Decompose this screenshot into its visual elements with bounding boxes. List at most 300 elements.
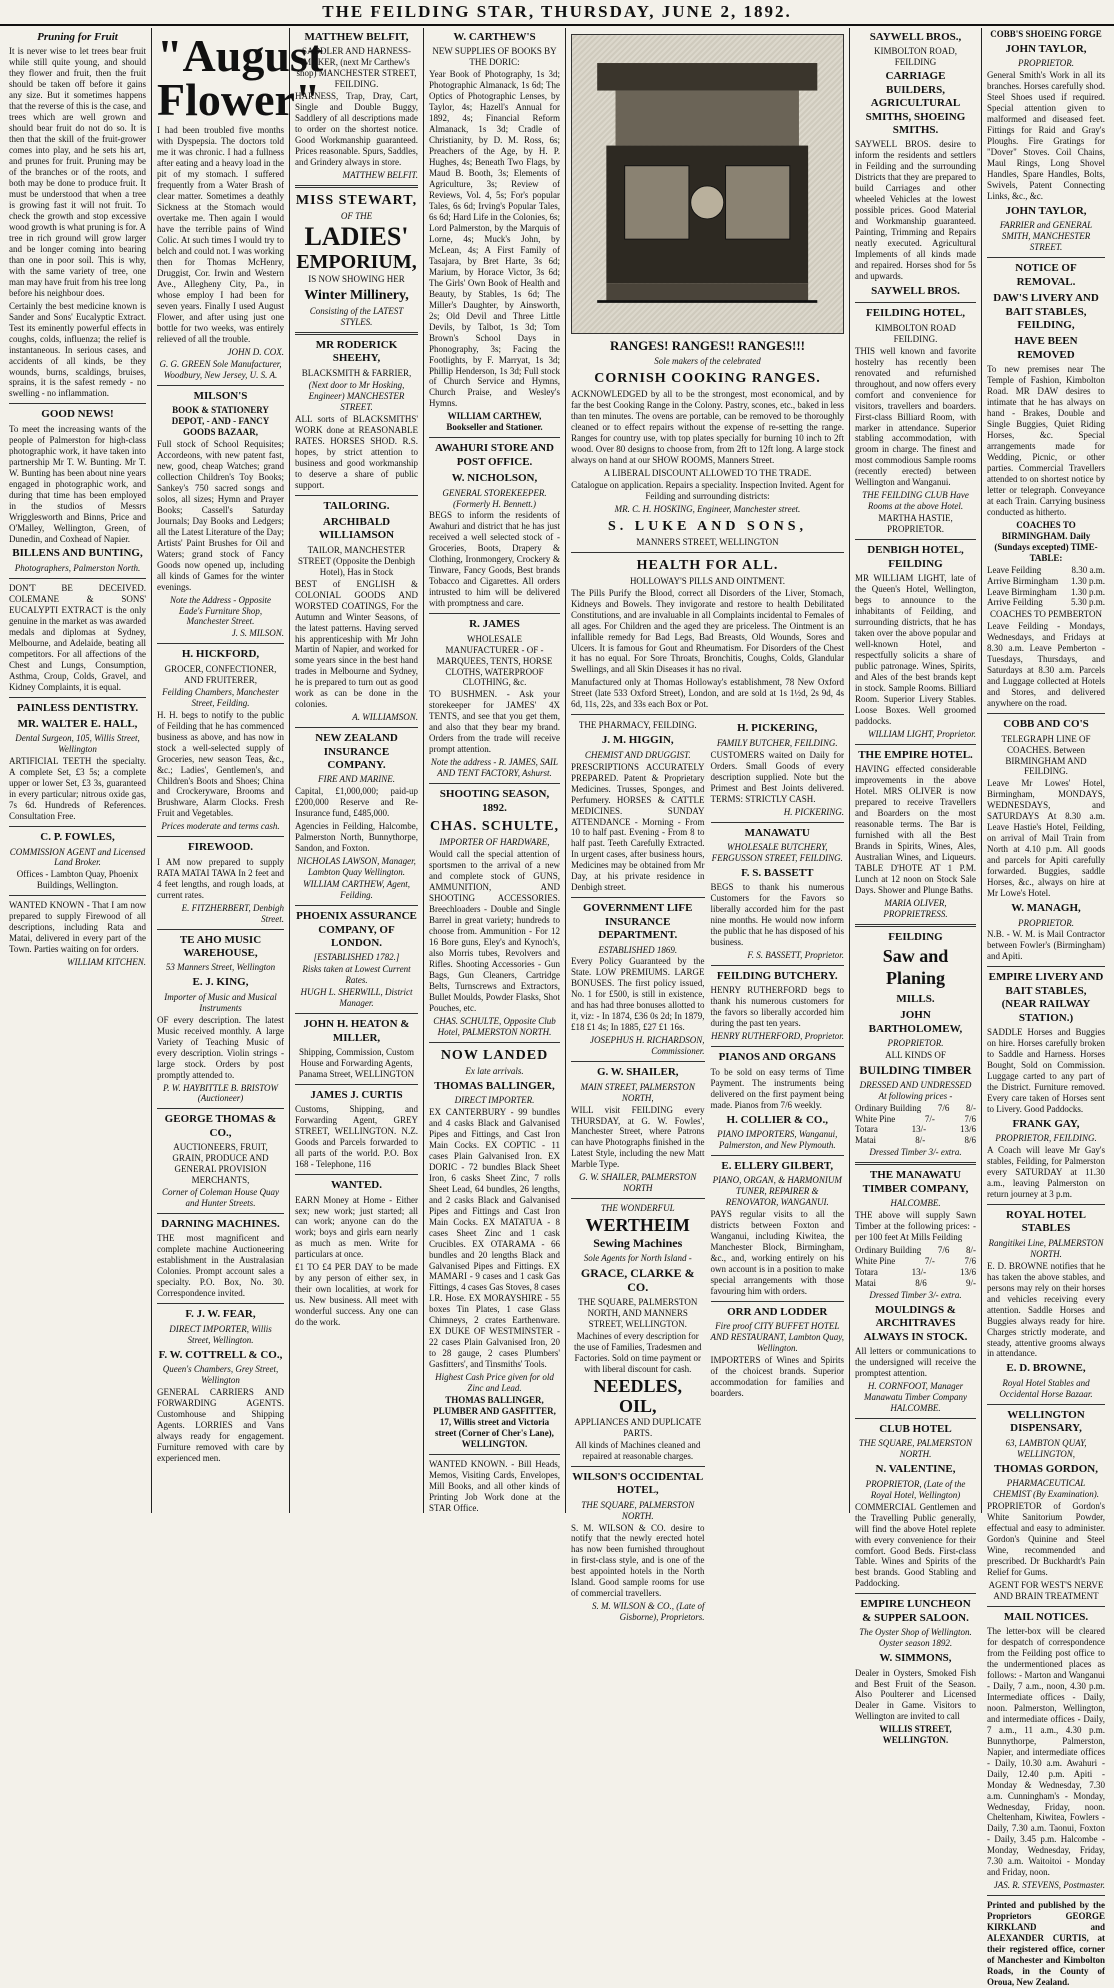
empire-sign: MARIA OLIVER, PROPRIETRESS. — [883, 897, 948, 919]
pickering-title: H. PICKERING, — [737, 722, 818, 735]
managh-body: N.B. - W. M. is Mail Contractor between Fowler's (Birmingham) and Apiti. — [987, 929, 1105, 962]
james-body: TO BUSHMEN. - Ask your storekeeper for JAMES' 4X TENTS, and see that you get them, and also that they bear my brand. Orders from the trade will receive prompt attention. — [429, 689, 560, 755]
good-news-title: GOOD NEWS! — [41, 408, 114, 421]
health-address: Manufactured only at Thomas Holloway's establishment, 78 New Oxford Street (late 533 Oxford Street), London, and are sold at 1s 1½d, 2s 9d, 4s 6d, 11s, 22s, and 33s each Box or Pot. — [571, 677, 844, 710]
bartholomew-price-row — [855, 1103, 976, 1114]
shailer-sub: MAIN STREET, PALMERSTON NORTH, — [580, 1081, 695, 1103]
needles-sub: APPLIANCES AND DUPLICATE PARTS. — [574, 1416, 702, 1438]
williamson-sub: TAILOR, MANCHESTER STREET (Opposite the Denbigh Hotel), Has in Stock — [297, 544, 416, 577]
denbigh-title: DENBIGH HOTEL, FEILDING — [867, 544, 964, 570]
gordon-body: PROPRIETOR of Gordon's White Sanitorium Powder, effectual and easy to administer. Gordon's Quinine and Steel Wine, recommended and prescribed. Dr Buckhardt's Pain Relief for Gums. — [987, 1500, 1105, 1577]
stables-title: EMPIRE LIVERY AND BAIT STABLES, (NEAR RAILWAY STATION.) — [988, 971, 1104, 1024]
needles-body: All kinds of Machines cleaned and repaired at reasonable charges. — [575, 1439, 701, 1461]
saw-town: FEILDING — [888, 930, 943, 943]
coach-time-row — [987, 587, 1105, 598]
ballinger-prices: Highest Cash Price given for old Zinc and Lead. — [435, 1372, 554, 1394]
dentist-body: ARTIFICIAL TEETH the specialty. A complete Set, £3 5s; a complete upper or lower Set, £3 3s, guaranteed in every particular; nitrous oxide gas, 7s 6d. Hundreds of References. Consultation Free. — [9, 756, 146, 822]
mtc-price-row-cell-0: Matai — [855, 1277, 876, 1288]
august-flower-sign: JOHN D. COX. — [227, 346, 284, 357]
gordon-title: THOMAS GORDON, — [994, 1462, 1098, 1475]
shailer-sign: G. W. SHAILER, PALMERSTON NORTH — [579, 1172, 697, 1194]
bartholomew-dressed-timber: Dressed Timber 3/- extra. — [869, 1147, 962, 1158]
bartholomew-sub: PROPRIETOR. — [887, 1038, 944, 1049]
bartholomew-all: ALL KINDS OF — [885, 1050, 946, 1060]
govt-body: Every Policy Guaranteed by the State. LOW PREMIUMS. LARGE BONUSES. The first policy issued, No. 1 for £500, is still in existence, and has had three bonuses allotted to it, viz: - In 1874, £36 0s 2d; In 1879, £18 £1 4s; In 1885, £27 £1 16s. — [571, 956, 705, 1033]
empire-lunch-title: EMPIRE LUNCHEON & SUPPER SALOON. — [860, 1598, 971, 1624]
james-address: Note the address - R. JAMES, SAIL AND TENT FACTORY, Ashurst. — [430, 757, 559, 779]
nz-insurance-sub: FIRE AND MARINE. — [317, 774, 396, 785]
fear-sub: DIRECT IMPORTER, Willis Street, Wellington. — [169, 1323, 272, 1345]
hickford-address: Feilding Chambers, Manchester Street, Feilding. — [162, 686, 279, 708]
feilding-hotel-title: FEILDING HOTEL, — [865, 307, 966, 320]
sheehy-body: ALL sorts of BLACKSMITHS' WORK done at REASONABLE RATES. HORSES SHOD. R.S. hopes, by strict attention to business and good workmanship to deserve a share of public support. — [295, 413, 418, 490]
mouldings-body: All letters or communications to the undersigned will receive the promptest attention. — [855, 1346, 976, 1379]
taylor-sign: JOHN TAYLOR, — [1005, 204, 1087, 217]
simmons-body: Dealer in Oysters, Smoked Fish and Best Fruit of the Season. Also Poulterer and Licensed Dealer in Game. Visitors to Wellington are invited to call — [855, 1667, 976, 1722]
royal-title: ROYAL HOTEL STABLES — [1006, 1208, 1086, 1235]
taylor-body: General Smith's Work in all its branches. Horses carefully shod. Steel Shoes used if required. Special attention given to malformed and diseased feet. Fittings for Raid and Gray's Ploughs. Fire Gratings for "Dover" Stoves. Coil Chains, Maul Rings, Long Shovel Handles, Spare Handles, Bolts, Swivels, Patent Connecting Links, &c., &c. — [987, 70, 1105, 201]
belfit-title: MATTHEW BELFIT, — [304, 31, 409, 43]
carthew-book-list: Year Book of Photography, 1s 3d; Photographic Almanack, 1s 6d; The Optics of Photographic Lenses, by Taylor, 4s; Hazell's Annual for 1892, 4s; Financial Reform Almanack, 1s 3d; Cradle of Christianity, by D. M. Ross, 6s; Preachers of the Age, by H. P. Hughes, 4s; Beneath Two Flags, by Maud B. Booth, 3s; Elements of Agriculture, 3s; Review of Reviews, Vol. 4, 5s; For's popular Tales, 6s 6d; Irving's Popular Tales, 6s 6d; Hard Life in the Colonies, 6s; Lord Palmerston, by the Marquis of Lorne, 4s; Muck's John, by McLean, 4s; A First Family of Tasajara, by Bret Harte, 3s 6d; Marium, by Horace Victor, 3s 6d; The Girls' Own Book of Health and Beauty, by Stables, 1s 6d; The Miller's Daughter, by Ainsworth, 2s; Old Devil and Three Little Devils, by Talbot, 1s 3d; Tom Brown's School Days in Phonography, 3s; Facing the Footlights, by F. Marryat, 1s 3d; Phillip Henderson, 1s 3d; Full stock of Church Service and Hymns, Church Praise, and Wesley's Hymns. — [429, 69, 560, 409]
removal-title: NOTICE OF REMOVAL. — [1015, 262, 1077, 288]
denbigh-body: MR WILLIAM LIGHT, late of the Queen's Hotel, Wellington, begs to announce to the inhabitants of Feilding, and surrounding districts, that he has taken over the above popular and well-known Hotel, and respectfully solicits a share of public patronage. Wines, Spirits, and Ales of the best brands kept in stock. Sample Rooms. Billiard Room. Superior Livery Stables. Loose Boxes. Well groomed paddocks. — [855, 573, 976, 726]
kitchen-signature: WILLIAM KITCHEN. — [66, 957, 146, 968]
manawatu-sub: WHOLESALE BUTCHERY, FERGUSSON STREET, FEILDING. — [711, 841, 843, 863]
mtc-price-row — [855, 1245, 976, 1256]
ranges-body: ACKNOWLEDGED by all to be the strongest, most economical, and by far the best Cooking Range in the Colony. Pastry, scones, etc., baked in less than ten minutes. The ovens are portable, can be removed to be thoroughly cleaned or to effect repairs without the expense of re-setting the range. Ranges for country use, with top plates specially for burning 10 inch to 2ft wood. Over 80 designs to choose from, from 2ft to 12ft long. A large stock always on hand at our SHOW ROOMS, Manners Street. — [571, 388, 844, 465]
managh-sub: PROPRIETOR. — [1017, 917, 1075, 928]
club-hotel-sub: THE SQUARE, PALMERSTON NORTH. — [859, 1438, 972, 1460]
good-news-body: To meet the increasing wants of the people of Palmerston for high-class photographic work, it have taken into partnership Mr T. W. Bunting. Mr T. W. Bunting has been about nine years engaged in photographic work, and during that time has been employed in the studios of Messrs Wrigglesworth and Binns, Price and O'Malley, Wellington, Green, of Dunedin, and Coxhead of Napier. — [9, 423, 146, 544]
ranges-catalogue: Catalogue on application. Repairs a speciality. Inspection Invited. Agent for Feilding and surrounding districts: — [571, 479, 844, 501]
valentine-title: N. VALENTINE, — [875, 1463, 956, 1476]
nz-insurance-body: Agencies in Feilding, Halcombe, Palmerston North, Bunnythorpe, Sandon, and Foxton. — [295, 821, 418, 854]
bartholomew-price-row-cell-1: 8/- — [915, 1135, 926, 1146]
bartholomew-price-row — [855, 1114, 976, 1125]
hickford-prices: Prices moderate and terms cash. — [161, 821, 280, 832]
billens-sub: Photographers, Palmerston North. — [14, 562, 141, 573]
belfit-body: HARNESS, Trap, Dray, Cart, Single and Double Buggy, Saddlery of all descriptions made to order on the shortest notice. Good Workmanship guaranteed. Prices reasonable. Spurs, Saddles, and Grindery always in store. — [295, 91, 418, 168]
milson-body: Full stock of School Requisites; Accordeons, with new patent fast, new, good, cheap Watches; grand collection Children's Toy Books; Sankey's 750 sacred songs and solos, all sizes; Hymn and Prayer Books; Cassell's Saturday Journals; Day Books and Ledgers; all the Latest Literature of the Day; Artists' Paint Brushes for Oil and Waters; grand stock of Fancy Goods now opened up, including all kinds of Games for the winter evenings. — [157, 438, 284, 592]
teaho-sub: 53 Manners Street, Wellington — [165, 962, 276, 973]
mtc-price-row — [855, 1278, 976, 1289]
james-sub: WHOLESALE MANUFACTURER - OF - MARQUEES, TENTS, HORSE CLOTHS, WATERPROOF CLOTHING, &c. — [436, 633, 553, 688]
mtc-dressed: Dressed Timber 3/- extra. — [869, 1289, 962, 1300]
august-flower-body: I had been troubled five months with Dyspepsia. The doctors told me it was chronic. I had a fullness after eating and a heavy load in the pit of my stomach. I suffered frequently from a Water Brash of clear matter. Sometimes a deathly Sickness at the Stomach would overtake me. Then again I would have the terrible pains of Wind Colic. At such times I would try to belch and could not. I was working then for Thomas McHenry, Druggist, Cor. Irwin and Western Ave., Allegheny City, Pa., in whose employ I had been for seven years. Finally I used August Flower, and after using just one bottle for two weeks, was entirely relieved of all the trouble. — [157, 125, 284, 344]
mtc-price-row — [855, 1267, 976, 1278]
bartholomew-title: JOHN BARTHOLOMEW, — [868, 1009, 963, 1035]
saywell-body: SAYWELL BROS. desire to inform the residents and settlers in Feilding and the surrounding Districts that they are prepared to build Carriages and other wheeled Vehicles at the lowest possible prices. Good Material and Workmanship guaranteed. Painting, Trimming and Repairs neatly executed. Agricultural Implements of all kinds made and repaired. Horses shod for 5s and upwards. — [855, 139, 976, 281]
gordon-sub: PHARMACEUTICAL CHEMIST (By Examination). — [992, 1477, 1100, 1499]
cottrell-sub: Queen's Chambers, Grey Street, Wellington — [162, 1364, 279, 1385]
bartholomew-price-row-cell-1: 7/6 — [937, 1102, 950, 1113]
rutherford-title: FEILDING BUTCHERY. — [716, 970, 838, 983]
coach-time-row-cell-1: 5.30 p.m. — [1070, 597, 1105, 608]
sheehy-address: (Next door to Mr Hosking, Engineer) MANCHESTER STREET. — [308, 379, 405, 412]
coach-time-row — [987, 597, 1105, 608]
bartholomew-price-row-cell-0: White Pine — [855, 1113, 896, 1124]
dispensary-address: 63, LAMBTON QUAY, WELLINGTON, — [1005, 1437, 1087, 1459]
coach-time-row-cell-0: Arrive Birmingham — [987, 575, 1059, 586]
sheehy-title: MR RODERICK SHEEHY, — [315, 339, 398, 365]
column-7 — [982, 28, 1110, 1988]
coach-time-row-cell-0: Leave Feilding — [987, 564, 1042, 575]
schulte-sub: IMPORTER OF HARDWARE, — [439, 837, 550, 848]
bartholomew-price-row-cell-1: 7/- — [924, 1113, 935, 1124]
saywell-sign: SAYWELL BROS. — [871, 284, 960, 297]
stewart-title: MISS STEWART, — [295, 193, 418, 209]
wertheim-title: WERTHEIM — [585, 1215, 690, 1236]
mtc-price-row-cell-1: 13/- — [911, 1267, 927, 1277]
carthew-title: W. CARTHEW'S — [453, 31, 536, 43]
gay-title: FRANK GAY, — [1012, 1117, 1080, 1130]
orr-sub: Fire proof CITY BUFFET HOTEL AND RESTAURANT, Lambton Quay, Wellington. — [710, 1321, 844, 1354]
mtc-price-row-cell-0: White Pine — [855, 1256, 896, 1267]
nicholson-sub: GENERAL STOREKEEPER. (Formerly H. Bennett.) — [442, 487, 547, 509]
dentistry-title: PAINLESS DENTISTRY. — [16, 701, 139, 714]
curtis-body: Customs, Shipping, and Forwarding Agent, GREY STREET, WELLINGTON. N.Z. Goods and Parcels forwarded to all parts of the world. P.O. Box 168 - Telephone, 116 — [295, 1104, 418, 1170]
haybittle: P. W. HAYBITTLE B. BRISTOW (Auctioneer) — [162, 1082, 279, 1104]
higgin-advert — [571, 719, 705, 1623]
tailoring-title: TAILORING. — [323, 499, 390, 512]
bartholomew-price-row-cell-0: Totara — [855, 1124, 878, 1135]
darning-body: THE most magnificent and complete machine Auctioneering establishment in the Australasian Colonies. Prompt account sales a specialty. P.O. Box, No. 30. Correspondence invited. — [157, 1233, 284, 1299]
coaches-title: COACHES TO BIRMINGHAM. Daily (Sundays excepted) TIME-TABLE: — [994, 519, 1098, 563]
ranges-name: CORNISH COOKING RANGES. — [594, 370, 821, 386]
shooting-title: SHOOTING SEASON, 1892. — [439, 788, 550, 814]
health-title: HEALTH FOR ALL. — [636, 557, 779, 573]
coach-time-row-cell-1: 1.30 p.m. — [1070, 575, 1105, 586]
higgin-sub: CHEMIST AND DRUGGIST. — [584, 749, 691, 760]
mtc-price-row-cell-1: 7/6 — [937, 1245, 950, 1256]
bassett-title: F. S. BASSETT — [741, 866, 814, 879]
govt-sign: JOSEPHUS H. RICHARDSON, Commissioner. — [590, 1035, 705, 1057]
king-title: E. J. KING, — [192, 976, 249, 989]
thomas-title: GEORGE THOMAS & CO., — [164, 1113, 277, 1139]
cooking-range-icon — [588, 50, 826, 318]
williamson-title: ARCHIBALD WILLIAMSON — [318, 515, 395, 542]
empire-title: THE EMPIRE HOTEL. — [858, 748, 973, 761]
shailer-body: WILL visit FEILDING every THURSDAY, at G. W. Fowles', Manchester Street, where Patrons can have Photographs finished in the Latest Style, including the new Matt Marble Type. — [571, 1104, 705, 1170]
phoenix-established: [ESTABLISHED 1782.] — [313, 952, 400, 963]
browne-body: E. D. BROWNE notifies that he has taken the above stables, and persons may rely on their horses and vehicles receiving every attention. Saddle Horses and Buggies always ready for hire. Charges strictly moderate, and steady, attentive grooms always in attendance. — [987, 1260, 1105, 1359]
coach-time-row-cell-1: 1.30 p.m. — [1070, 586, 1105, 597]
bartholomew-price-row-cell-2: 7/6 — [964, 1113, 976, 1124]
empire-lunch-body: The Oyster Shop of Wellington. Oyster season 1892. — [859, 1627, 972, 1649]
mouldings-title: MOULDINGS & ARCHITRAVES ALWAYS IN STOCK. — [863, 1303, 968, 1343]
royal-sub: Rangitikei Line, PALMERSTON NORTH. — [988, 1237, 1104, 1259]
collier-title: H. COLLIER & CO., — [726, 1113, 828, 1126]
pemberton-body: Leave Feilding - Mondays, Wednesdays, and Fridays at 8.30 a.m. Leave Pemberton - Tuesdays, Thursdays, and Saturdays at 8.30 a.m. Parcels and Luggage collected at Hotels and Stores, and delivered anywhere on the road. — [987, 621, 1105, 709]
pharmacy-butcher-row — [571, 719, 844, 1623]
wanted-body: EARN Money at Home - Either sex; new work; just started; all can work; anyone can do the work; boys and girls earn nearly as much as men. Write for particulars at once. — [295, 1194, 418, 1260]
mtc-title: THE MANAWATU TIMBER COMPANY, — [862, 1169, 969, 1195]
browne-sub: Royal Hotel Stables and Occidental Horse Bazaar. — [999, 1377, 1093, 1399]
belfit-sign: MATTHEW BELFIT. — [342, 170, 418, 181]
coach-time-row-cell-0: Arrive Feilding — [987, 597, 1043, 608]
pianos-title: PIANOS AND ORGANS — [718, 1051, 836, 1064]
cottrell-body: GENERAL CARRIERS AND FORWARDING AGENTS. Customhouse and Shipping Agents. LORRIES and Vans always ready for engagement. Furniture removed with care by experienced men. — [157, 1386, 284, 1463]
gay-sub: PROPRIETOR, FEILDING. — [995, 1133, 1097, 1144]
carthew-sub: NEW SUPPLIES OF BOOKS BY THE DORIC: — [432, 46, 557, 68]
daws-sub: HAVE BEEN REMOVED — [1014, 335, 1078, 361]
wertheim-pre: THE WONDERFUL — [600, 1203, 675, 1214]
coaches-timetable — [987, 565, 1105, 609]
saywell-sub: CARRIAGE BUILDERS, AGRICULTURAL SMITHS, SHOEING SMITHS. — [865, 70, 966, 136]
wanted-title: WANTED. — [330, 1179, 383, 1192]
williamson-body: BEST of ENGLISH & COLONIAL GOODS AND WORSTED COATINGS, For the Autumn and Winter Seasons, of the latest patterns. Having served his apprenticeship with Mr John Martin of Napier, and worked for some years since in the best hand trades in Melbourne and Sydney, he is prepared to turn out as good work as can be done in the colonies. — [295, 578, 418, 710]
dispensary-title: WELLINGTON DISPENSARY, — [1007, 1408, 1085, 1435]
ballinger-sub: DIRECT IMPORTER. — [454, 1094, 535, 1105]
valentine-body: COMMERCIAL Gentlemen and the Travelling Public generally, will find the above Hotel replete with every convenience for their comfort. Good Beds. First-class Table. Wines and Spirits of the best brands. Good Stabling and Paddocking. — [855, 1501, 976, 1589]
mtc-price-list — [855, 1245, 976, 1289]
managh-title: W. MANAGH, — [1011, 902, 1081, 915]
coach-time-row-cell-1: 8.30 a.m. — [1071, 564, 1105, 575]
mtc-body: THE above will supply Sawn Timber at the following prices: - per 100 feet At Mills Feilding — [855, 1210, 976, 1243]
bassett-body: BEGS to thank his numerous Customers for the Favors so liberally accorded him for the past nine months. He would now inform the public that he has disposed of his business. — [710, 882, 844, 948]
landed-sub: Ex late arrivals. — [465, 1065, 524, 1076]
pickering-sub: FAMILY BUTCHER, FEILDING. — [716, 737, 838, 748]
column-3 — [290, 28, 424, 1513]
bartholomew-price-row-cell-2: 8/- — [965, 1102, 976, 1113]
column-5 — [566, 28, 850, 1623]
pickering-sign: H. PICKERING. — [783, 806, 844, 817]
firewood-wanted-body: WANTED KNOWN - That I am now prepared to supply Firewood of all descriptions, including Rata and Matai, delivered in every part of the Town. Parties waiting on for orders. — [9, 900, 146, 955]
club-hotel-title: CLUB HOTEL — [879, 1422, 952, 1435]
mtc-price-row — [855, 1256, 976, 1267]
firewood-title: FIREWOOD. — [187, 841, 254, 854]
eucalypti-advert: DON'T BE DECEIVED. COLEMANE & SONS' EUCALYPTI EXTRACT is the only genuine in the market as was awarded medals and diplomas at Sydney, Melbourne, and Adelaide, beating all competitors. For all affections of the Chest and Lungs, Consumption, Asthma, Croup, Colds, Gravel, and Kidney Complaints, it is equal. — [9, 582, 146, 692]
milson-title: MILSON'S — [193, 389, 248, 402]
stewart-emporium: EMPORIUM, — [296, 251, 417, 274]
ranges-agent: MR. C. H. HOSKING, Engineer, Manchester street. — [614, 503, 801, 514]
wilson-title: WILSON'S OCCIDENTAL HOTEL, — [572, 1470, 704, 1497]
king-body: OF every description. The latest Music received monthly. A large Variety of Teaching Music of every description. Violin strings - large stock. Orders by post promptly attended to. — [157, 1014, 284, 1080]
bill-heads-advert: WANTED KNOWN. - Bill Heads, Memos, Visiting Cards, Envelopes, Mill Books, and all other kinds of Printing Job Work done at the STAR Office. — [429, 1458, 560, 1513]
taylor-sign-sub: FARRIER and GENERAL SMITH, MANCHESTER STREET. — [999, 220, 1093, 253]
wilson-sub: THE SQUARE, PALMERSTON NORTH. — [581, 1499, 695, 1521]
taylor-title: JOHN TAYLOR, — [1005, 42, 1087, 55]
orr-body: IMPORTERS of Wines and Spirits of the choicest brands. Superior accommodation for families and boarders. — [710, 1355, 844, 1399]
grace-sub: THE SQUARE, PALMERSTON NORTH, AND MANNERS STREET, WELLINGTON. — [578, 1297, 698, 1330]
cottrell-title: F. W. COTTRELL & CO., — [158, 1348, 283, 1361]
daws-title: DAW'S LIVERY AND BAIT STABLES, FEILDING, — [993, 292, 1099, 331]
mail-title: MAIL NOTICES. — [1003, 1610, 1089, 1623]
bartholomew-price-row-cell-2: 8/6 — [964, 1135, 976, 1146]
stewart-showing: IS NOW SHOWING HER — [308, 274, 405, 285]
gilbert-sub: PIANO, ORGAN, & HARMONIUM TUNER, REPAIRER & RENOVATOR, WANGANUI. — [712, 1175, 842, 1208]
nicholson-body: BEGS to inform the residents of Awahuri and district that he has just received a well selected stock of - Groceries, Boots, Drapery & Clothing, Ironmongery, Crockery & Tinware, Fancy Goods, Best brands Tobacco and Cigarettes. All orders intrusted to him will be delivered with promptness and care. — [429, 510, 560, 609]
mtc-price-row-cell-2: 8/- — [965, 1245, 976, 1256]
mtc-price-row-cell-0: Totara — [855, 1267, 878, 1277]
pruning-body: It is never wise to let trees bear fruit while still quite young, and should they flower and fruit, then the fruit should be taken off before it gains any size. But it sometimes happens that the reverse of this is the case, and trees which are well grown and should bear fruit do not do so. It is then that the skill of the fruit-grower comes into play, and he sets his art, and prunes for fruit. Pruning may be of the branches or of the roots, and both may be done to produce fruit. It must be understood that when a tree is growing fast it will not fruit. To check the growth and stop excessive wood growth is what pruning is for. A tree in rich ground will grow larger and be longer coming into bearing than one in poor soil. This is why, with the same variety of tree, one man may have fruit from his tree long before his neighbour does. — [9, 46, 146, 298]
milson-sub: BOOK & STATIONERY DEPOT, - AND - FANCY GOODS BAZAAR, — [171, 405, 270, 437]
mail-body: The letter-box will be cleared for despatch of correspondence from the Feilding post office to the undermentioned places as follows: - Marton and Wanganui - Daily, 7 a.m., noon, 4.30 p.m. Intermediate offices - Daily, noon. Palmerston, Wellington, and intermediate offices - Daily, 7 a.m., 11 a.m., 4.30 p.m. Bunnythorpe, Palmerston, Napier, and intermediate offices - Daily, 10.30 a.m. Awahuri - Daily, 12.40 p.m. Apiti - Monday & Wednesday, 7.30 a.m. Cunningham's - Monday, Wednesday, Friday, noon. Cheltenham, Kiwitea, Fowlers - Daily, 7.30 a.m. Taonui, Foxton - Daily, 3.45 p.m. Halcombe - Monday, Wednesday, Friday, 7.30 a.m. Waitoitoi - Monday and Friday, noon. — [987, 1626, 1105, 1878]
bartholomew-price-row-cell-0: Matai — [855, 1135, 876, 1146]
dentist-name: MR. WALTER E. HALL, — [17, 717, 138, 730]
fitzherbert-sign: E. FITZHERBERT, Denbigh Street. — [181, 902, 284, 924]
teaho-title: TE AHO MUSIC WAREHOUSE, — [179, 933, 262, 959]
grace-body: Machines of every description for the use of Families, Tradesmen and Factories. Sold on time payment or with liberal discount for cash. — [574, 1331, 702, 1374]
stewart-winter: Winter Millinery, — [304, 288, 409, 304]
fowles-sub: COMMISSION AGENT and Licensed Land Broker. — [9, 846, 146, 868]
feilding-hotel-address: KIMBOLTON ROAD FEILDING. — [875, 322, 956, 344]
awahuri-title: AWAHURI STORE AND POST OFFICE. — [435, 442, 554, 468]
cooking-range-engraving — [571, 34, 844, 334]
ranges-title: RANGES! RANGES!! RANGES!!! — [609, 338, 805, 353]
hickford-title: H. HICKFORD, — [181, 648, 260, 661]
dentist-sub: Dental Surgeon, 105, Willis Street, Wellington — [15, 733, 140, 755]
stewart-of: OF THE — [340, 211, 373, 222]
grace-title: GRACE, CLARKE & CO. — [580, 1265, 695, 1295]
carthew-agent: WILLIAM CARTHEW, Agent, Feilding. — [303, 879, 410, 901]
health-body: The Pills Purify the Blood, correct all Disorders of the Liver, Stomach, Kidneys and Bowels. They invigorate and restore to health Debilitated Constitutions, and are invaluable in all Complaints incidental to Females of all ages. For Children and the aged they are priceless. The Ointment is an infallible remedy for Bad Legs, Bad Breasts, Old Wounds, Sores and Ulcers. It is famous for Gout and Rheumatism. For Disorders of the Chest it has no equal. For Sore Throats, Bronchitis, Coughs, Colds, Glandular Swellings, and all Skin Diseases it has no rival. — [571, 587, 844, 675]
column-4 — [424, 28, 566, 1513]
taylor-top: COBB'S SHOEING FORGE — [990, 29, 1102, 39]
mtc-price-row-cell-1: 8/6 — [915, 1277, 927, 1288]
gilbert-body: PAYS regular visits to all the districts between Foxton and Wanganui, including Kiwitea, the Manchester Block, Birmingham, &c., and, working entirely on his own account is in a position to make special arrangements with those favouring him with orders. — [710, 1209, 844, 1296]
bartholomew-price-row-cell-1: 13/- — [911, 1124, 927, 1135]
stewart-latest: Consisting of the LATEST STYLES. — [309, 306, 404, 328]
darning-title: DARNING MACHINES. — [161, 1218, 280, 1231]
wilson-body: S. M. WILSON & CO. desire to notify that the newly erected hotel has now been furnished throughout in first-class style, and is one of the best appointed hotels in the North Island. Good sample rooms for use of commercial travellers. — [571, 1522, 705, 1599]
thomas-sub: AUCTIONEERS, FRUIT, GRAIN, PRODUCE AND GENERAL PROVISION MERCHANTS, — [172, 1142, 269, 1186]
bassett-sign: F. S. BASSETT, Proprietor. — [747, 950, 844, 961]
pickering-body: CUSTOMERS waited on Daily for Orders. Small Goods of every description supplied. Note but the Primest and Best Joints delivered. TERMS: STRICTLY CASH. — [710, 749, 844, 804]
mtc-price-row-cell-1: 7/- — [924, 1256, 935, 1267]
column-1 — [4, 28, 152, 1513]
pruning-title: Pruning for Fruit — [37, 31, 118, 43]
nz-insurance-title: NEW ZEALAND INSURANCE COMPANY. — [315, 732, 398, 772]
heaton-title: JOHN H. HEATON & MILLER, — [303, 1018, 410, 1044]
ballinger-sign: THOMAS BALLINGER, PLUMBER AND GASFITTER, 17, Willis street and Victoria street (Corner of Cher's Lane), WELLINGTON. — [433, 1395, 556, 1449]
collier-sub: PIANO IMPORTERS, Wanganui, Palmerston, and New Plymouth. — [717, 1128, 838, 1150]
masthead: THE FEILDING STAR, THURSDAY, JUNE 2, 1892. — [0, 0, 1114, 26]
bartholomew-timber: BUILDING TIMBER — [859, 1062, 972, 1077]
needles-title: NEEDLES, — [593, 1375, 683, 1396]
luke-title: S. LUKE AND SONS, — [607, 518, 808, 534]
bartholomew-price-row-cell-2: 13/6 — [959, 1124, 976, 1135]
bartholomew-price-row — [855, 1124, 976, 1135]
landed-title: NOW LANDED — [440, 1047, 549, 1063]
green-manufacturer: G. G. GREEN Sole Manufacturer, Woodbury, New Jersey, U. S. A. — [159, 358, 282, 380]
hickford-body: H. H. begs to notify to the public of Feilding that he has commenced business as above, and has now in stock a well-selected supply of Groceries, new season Teas, &c., &c.; Ladies', Gentlemen's, and Children's Boots and Shoes; China and Crockeryware, Brooms and Brushware, Alarm Clocks. Fresh Fruit and Vegetables. — [157, 709, 284, 819]
ranges-discount: A LIBERAL DISCOUNT ALLOWED TO THE TRADE. — [603, 467, 812, 478]
daws-body: To new premises near The Temple of Fashion, Kimbolton Road. MR DAW desires to intimate that he has always on hand - Brakes, Double and Single Buggies, Quiet Riding Horses, &c. Special arrangements made for Wedding, Picnic, or other parties. Commercial Travellers attended to on shortest notice by letter or telegraph. Conveyance at each Train. Carrying business conducted as hitherto. — [987, 364, 1105, 517]
empire-body: HAVING effected considerable improvements in the above Hotel. MRS OLIVER is now prepared to receive Travellers and Boarders on the most reasonable terms. The Bar is furnished with all the Best Brands in Spirits, Wines, Ales, Australian Wines, and Liqueurs. TABLE D'HOTE AT 1 P.M. Lunch at 12 noon on Stock Sale Days. Shower and Plunge Baths. — [855, 763, 976, 895]
shailer-title: G. W. SHAILER, — [596, 1066, 679, 1079]
curtis-title: JAMES J. CURTIS — [310, 1088, 403, 1101]
mtc-price-row-cell-2: 9/- — [965, 1277, 976, 1288]
pianos-body: To be sold on easy terms of Time Payment. The instruments being delivered on the first payment being made. Pianos from 7/6 weekly. — [710, 1066, 844, 1110]
denbigh-sign: WILLIAM LIGHT, Proprietor. — [867, 728, 976, 739]
orr-title: ORR AND LODDER — [727, 1305, 828, 1318]
cobb-sub: TELEGRAPH LINE OF COACHES. Between BIRMINGHAM AND FEILDING. — [1001, 733, 1091, 777]
pemberton-title: COACHES TO PEMBERTON — [990, 609, 1102, 620]
needles-oil: OIL, — [618, 1395, 657, 1416]
luke-sub: MANNERS STREET, WELLINGTON — [636, 536, 779, 547]
cornfoot: H. CORNFOOT, Manager Manawatu Timber Company HALCOMBE. — [863, 1381, 967, 1413]
fowles-title: C. P. FOWLES, — [40, 831, 115, 844]
fear-title: F. J. W. FEAR, — [185, 1308, 256, 1321]
manawatu-title: MANAWATU — [744, 826, 810, 839]
mail-sign: JAS. R. STEVENS, Postmaster. — [993, 1880, 1105, 1891]
fowles-body: Offices - Lambton Quay, Phoenix Buildings, Wellington. — [16, 869, 139, 891]
belfit-sub: SADDLER AND HARNESS-MAKER, (next Mr Carthew's shop) MANCHESTER STREET, FEILDING. — [296, 46, 417, 90]
saywell-title: SAYWELL BROS., — [869, 31, 962, 43]
saw-mills: MILLS. — [896, 992, 935, 1005]
saywell-address: KIMBOLTON ROAD, FEILDING — [873, 46, 957, 68]
stables-body: SADDLE Horses and Buggies on hire. Horses carefully broken to Saddle and Harness. Horses Bought, Sold on Commission. Luggage carted to any part of the District. Furniture removed. Every care taken of Horses sent to Livery. Good Paddocks. — [987, 1027, 1105, 1114]
eucalyptic-paragraph: Certainly the best medicine known is Sander and Sons' Eucalyptic Extract. Test its eminently powerful effects in coughs, colds, influenza; the relief is instantaneous. In serious cases, and accidents of all kinds, be they wounds, burns, scaldings, bruises, sprains, it is the safest remedy - no swelling - no inflammation. — [9, 300, 146, 399]
heaton-body: Shipping, Commission, Custom House and Forwarding Agents, Panama Street, WELLINGTON — [298, 1047, 415, 1079]
mtc-price-row-cell-0: Ordinary Building — [855, 1245, 922, 1256]
higgin-pharmacy: THE PHARMACY, FEILDING. — [578, 720, 697, 731]
cobb-title: COBB AND CO'S — [1003, 718, 1089, 731]
cobb-body: Leave Mr Lowes' Hotel, Birmingham, MONDAYS, WEDNESDAYS, and SATURDAYS At 8.30 a.m. Leave Hastie's Hotel, Feilding, on arrival of Mail Train from North at 4.10 p.m. All goods and parcels for Apiti carefully forwarded. Buggies, saddle Horses, &c., always on hire at Mr Lowe's Hotel. — [987, 778, 1105, 899]
phoenix-title: PHOENIX ASSURANCE COMPANY, OF LONDON. — [296, 910, 417, 949]
rutherford-sign: HENRY RUTHERFORD, Proprietor. — [710, 1031, 844, 1042]
printed-notice: Printed and published by the Proprietors GEORGE KIRKLAND and ALEXANDER CURTIS, at their registered office, corner of Manchester and Kimbolton Roads, in the County of Oroua, New Zealand. — [987, 1900, 1105, 1988]
mtc-price-row-cell-2: 13/6 — [959, 1267, 976, 1277]
column-6 — [850, 28, 982, 1746]
coach-time-row — [987, 565, 1105, 576]
james-title: R. JAMES — [469, 618, 520, 631]
bartholomew-dressed: DRESSED AND UNDRESSED At following prices - — [859, 1079, 972, 1101]
mtc-sub: HALCOMBE. — [890, 1198, 941, 1209]
govt-title: GOVERNMENT LIFE INSURANCE DEPARTMENT. — [582, 902, 693, 942]
milson-address: Note the Address - Opposite Eade's Furniture Shop, Manchester Street. — [170, 594, 271, 627]
wertheim-agents: Sole Agents for North Island - — [583, 1252, 692, 1263]
gay-body: A Coach will leave Mr Gay's stables, Feilding, for Palmerston every SATURDAY at 11.30 a.m., leaving Palmerston on return journey at 3 p.m. — [987, 1145, 1105, 1199]
simmons-title: W. SIMMONS, — [879, 1652, 952, 1665]
ranges-sub: Sole makers of the celebrated — [654, 355, 761, 366]
higgin-title: J. M. HIGGIN, — [601, 734, 674, 747]
gordon-agent: AGENT FOR WEST'S NERVE AND BRAIN TREATMENT — [988, 1579, 1104, 1601]
columns — [4, 28, 1110, 1988]
saw-title: Saw and Planing — [882, 945, 949, 988]
taylor-prop: PROPRIETOR. — [1017, 58, 1075, 69]
pickering-advert — [711, 719, 845, 1623]
sherwill: HUGH L. SHERWILL, District Manager. — [300, 987, 413, 1009]
nicholson-title: W. NICHOLSON, — [451, 472, 538, 485]
lawson: NICHOLAS LAWSON, Manager, Lambton Quay Wellington. — [297, 856, 416, 878]
valentine-sub: PROPRIETOR, (Late of the Royal Hotel, Wellington) — [865, 1478, 966, 1500]
thomas-address: Corner of Coleman House Quay and Hunter Streets. — [162, 1187, 279, 1209]
feilding-hotel-body: THIS well known and favorite hostelry has recently been renovated and refurnished throughout, and now offers every comfort and convenience for visitors, travellers and boarders. First-class Billiard Room, with marker in attendance. Superior stabling accommodation, with groom in charge. The finest and most commodious Sample rooms (recently erected) between Wellington and Wanganui. — [855, 345, 976, 488]
billens-title: BILLENS AND BUNTING, — [12, 547, 143, 560]
august-flower-title: "August Flower" — [157, 30, 324, 125]
feilding-club: THE FEILDING CLUB Have Rooms at the above Hotel. — [862, 490, 969, 512]
schulte-sign: CHAS. SCHULTE, Opposite Club Hotel, PALMERSTON NORTH. — [433, 1015, 556, 1037]
gilbert-title: E. ELLERY GILBERT, — [721, 1159, 834, 1172]
bartholomew-price-list — [855, 1103, 976, 1147]
mtc-price-row-cell-2: 7/6 — [964, 1256, 976, 1267]
bartholomew-price-row-cell-0: Ordinary Building — [855, 1102, 922, 1113]
wertheim-sub: Sewing Machines — [593, 1236, 683, 1251]
firewood-body: I AM now prepared to supply RATA MATAI TAWA In 2 feet and 4 feet lengths, and rough loads, at current rates. — [157, 856, 284, 900]
simmons-address: WILLIS STREET, WELLINGTON. — [879, 1724, 952, 1746]
per-day-advert: £1 TO £4 PER DAY to be made by any person of either sex, in their own localities, at work for us. New business. All meet with wonderful success. Any one can do the work. — [295, 1262, 418, 1328]
higgin-body: PRESCRIPTIONS ACCURATELY PREPARED. Patent & Proprietary Medicines. Trusses, Sponges, and Perfumery. HORSES & CATTLE MEDICINES. SUNDAY ATTENDANCE - Morning - From 10 to half past. Evening - From 8 to half past. Teeth Carefully Extracted. In urgent cases, after business hours, Medicines may be obtained from Mr Day, at his private residence in Denbigh street. — [571, 761, 705, 893]
health-sub: HOLLOWAY'S PILLS AND OINTMENT. — [629, 575, 786, 586]
carthew-sign: WILLIAM CARTHEW, Bookseller and Stationer. — [446, 411, 543, 433]
schulte-title: CHAS. SCHULTE, — [429, 819, 560, 834]
hickford-sub: GROCER, CONFECTIONER, AND FRUITERER, — [164, 663, 277, 685]
milson-sign: J. S. MILSON. — [231, 628, 284, 639]
williamson-sign: A. WILLIAMSON. — [352, 712, 418, 723]
hastie-sign: MARTHA HASTIE, PROPRIETOR. — [878, 513, 953, 535]
